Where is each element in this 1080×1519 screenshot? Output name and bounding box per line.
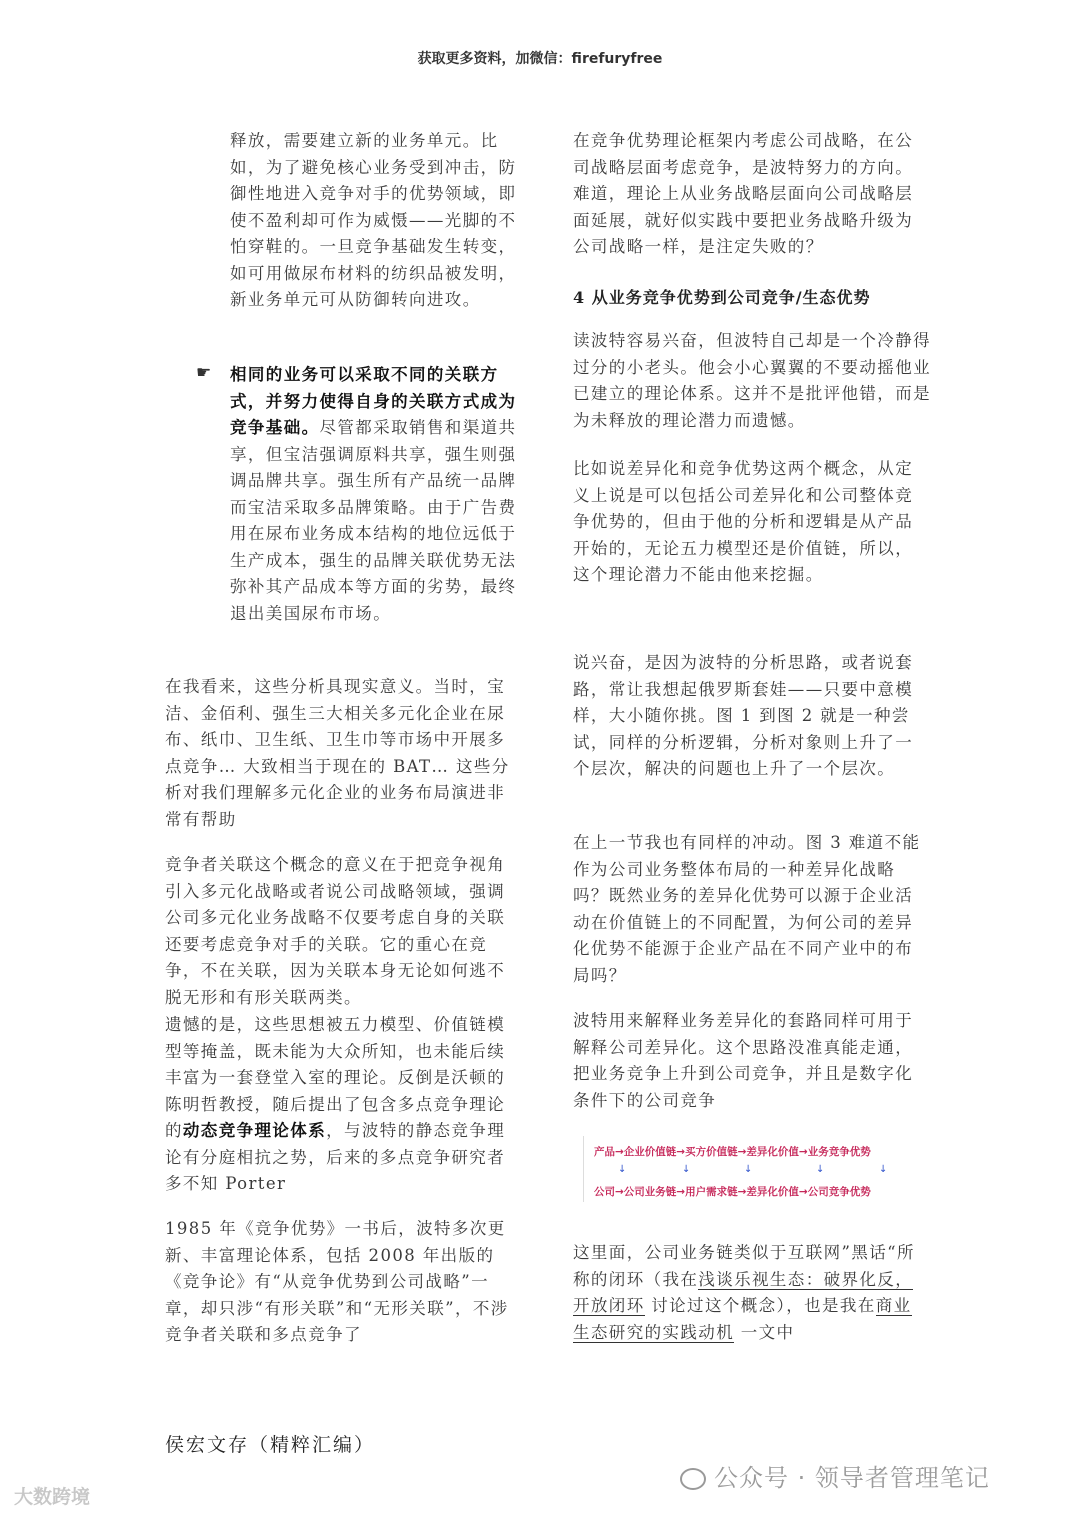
down-arrow-icon: ↓ bbox=[682, 1164, 691, 1175]
left-paragraph-3: 在我看来，这些分析具现实意义。当时，宝洁、金佰利、强生三大相关多元化企业在尿布、纸巾、卫生纸、卫生巾等市场中开展多点竞争… 大致相当于现在的 BAT… 这些分析对我们理解多元化企业的业务布局演进非常有帮助 bbox=[165, 677, 510, 829]
right-paragraph-4: 说兴奋，是因为波特的分析思路，或者说套路，常让我想起俄罗斯套娃——只要中意模样，大小随你挑。图 1 到图 2 就是一种尝试，同样的分析逻辑，分析对象则上升了一个层次，解决的问题也上升了一个层次。 bbox=[573, 653, 914, 778]
left-paragraph-6: 1985 年《竞争优势》一书后，波特多次更新、丰富理论体系，包括 2008 年出版的《竞争论》有“从竞争优势到公司战略”一章，却只涉“有形关联”和“无形关联”，不涉竞争者关联和多点竞争了 bbox=[165, 1219, 509, 1344]
right-paragraph-7-text-c: 一文中 bbox=[734, 1322, 795, 1342]
right-paragraph-5: 在上一节我也有同样的冲动。图 3 难道不能作为公司业务整体布局的一种差异化战略吗？既然业务的差异化优势可以源于企业活动在价值链上的不同配置，为何公司的差异化优势不能源于企业产品在不同产业中的布局吗？ bbox=[573, 833, 921, 985]
left-paragraph-2-bold: 相同的业务可以采取不同的关联方式，并努力使得自身的关联方式成为竞争基础。 bbox=[230, 365, 517, 437]
left-paragraph-5-text-b: ，与波特的静态竞争理论有分庭相抗之势，后来的多点竞争研究者多不知 Porter bbox=[165, 1121, 506, 1193]
down-arrow-icon: ↓ bbox=[816, 1164, 825, 1175]
down-arrow-icon: ↓ bbox=[744, 1164, 753, 1175]
down-arrow-icon: ↓ bbox=[879, 1164, 888, 1175]
left-paragraph-5 bbox=[165, 1012, 517, 1198]
right-paragraph-7-text-b: 讨论过这个概念），也是我在 bbox=[644, 1296, 876, 1315]
pointing-hand-icon: ☛ bbox=[196, 363, 212, 383]
left-paragraph-2-text: 尽管都采取销售和渠道共享，但宝洁强调原料共享，强生则强调品牌共享。强生所有产品统一品牌而宝洁采取多品牌策略。由于广告费用在尿布业务成本结构的地位远低于生产成本，强生的品牌关联优势无法弥补其产品成本等方面的劣势，最终退出美国尿布市场。 bbox=[230, 418, 517, 623]
diagram-row-company: 公司→公司业务链→用户需求链→差异化价值→公司竞争优势 bbox=[594, 1186, 871, 1198]
article-link-leshi[interactable]: 浅谈乐视生态：破界化反，开放闭环 bbox=[573, 1269, 914, 1315]
right-paragraph-7-text-a: 这里面，公司业务链类似于互联网”黑话“所称的闭环（我在 bbox=[573, 1243, 915, 1289]
page-header: 获取更多资料，加微信：firefuryfree bbox=[417, 51, 663, 67]
left-paragraph-1: 释放，需要建立新的业务单元。比如，为了避免核心业务受到冲击，防御性地进入竞争对手的优势领域，即使不盈利却可作为威慑——光脚的不怕穿鞋的。一旦竞争基础发生转变，如可用做尿布材料的纺织品被发明，新业务单元可从防御转向进攻。 bbox=[230, 131, 517, 309]
brand-watermark: 大数跨境 bbox=[14, 1486, 91, 1508]
wechat-watermark bbox=[680, 1458, 990, 1493]
section-heading: 4 从业务竞争优势到公司竞争/生态优势 bbox=[573, 288, 871, 307]
wechat-icon bbox=[680, 1468, 706, 1490]
left-paragraph-5-bold: 动态竞争理论体系 bbox=[182, 1121, 327, 1140]
right-paragraph-7 bbox=[573, 1240, 925, 1346]
left-paragraph-2 bbox=[230, 362, 520, 627]
article-link-ecosystem[interactable]: 商业生态研究的实践动机 bbox=[573, 1296, 912, 1342]
right-paragraph-6: 波特用来解释业务差异化的套路同样可用于解释公司差异化。这个思路没准真能走通，把业务竞争上升到公司竞争，并且是数字化条件下的公司竞争 bbox=[573, 1011, 914, 1110]
down-arrow-icon: ↓ bbox=[618, 1164, 627, 1175]
diagram-row-business: 产品→企业价值链→买方价值链→差异化价值→业务竞争优势 bbox=[594, 1146, 871, 1158]
value-chain-diagram bbox=[583, 1136, 914, 1202]
wechat-watermark-text: 公众号 · 领导者管理笔记 bbox=[714, 1464, 990, 1492]
left-paragraph-5-text-a: 遗憾的是，这些思想被五力模型、价值链模型等掩盖，既未能为大众所知，也未能后续丰富为一套登堂入室的理论。反倒是沃顿的陈明哲教授，随后提出了包含多点竞争理论的 bbox=[165, 1015, 506, 1140]
right-paragraph-1: 在竞争优势理论框架内考虑公司战略，在公司战略层面考虑竞争，是波特努力的方向。难道，理论上从业务战略层面向公司战略层面延展，就好似实践中要把业务战略升级为公司战略一样，是注定失败的？ bbox=[573, 131, 914, 256]
left-paragraph-4: 竞争者关联这个概念的意义在于把竞争视角引入多元化战略或者说公司战略领域，强调公司多元化业务战略不仅要考虑自身的关联还要考虑竞争对手的关联。它的重心在竞争，不在关联，因为关联本身无论如何逃不脱无形和有形关联两类。 bbox=[165, 855, 506, 1007]
right-paragraph-3: 比如说差异化和竞争优势这两个概念，从定义上说是可以包括公司差异化和公司整体竞争优势的，但由于他的分析和逻辑是从产品开始的，无论五力模型还是价值链，所以，这个理论潜力不能由他来挖掘。 bbox=[573, 459, 914, 584]
footer-title: 侯宏文存（精粹汇编） bbox=[165, 1434, 376, 1456]
right-paragraph-2: 读波特容易兴奋，但波特自己却是一个冷静得过分的小老头。他会小心翼翼的不要动摇他业已建立的理论体系。这并不是批评他错，而是为未释放的理论潜力而遗憾。 bbox=[573, 331, 931, 430]
